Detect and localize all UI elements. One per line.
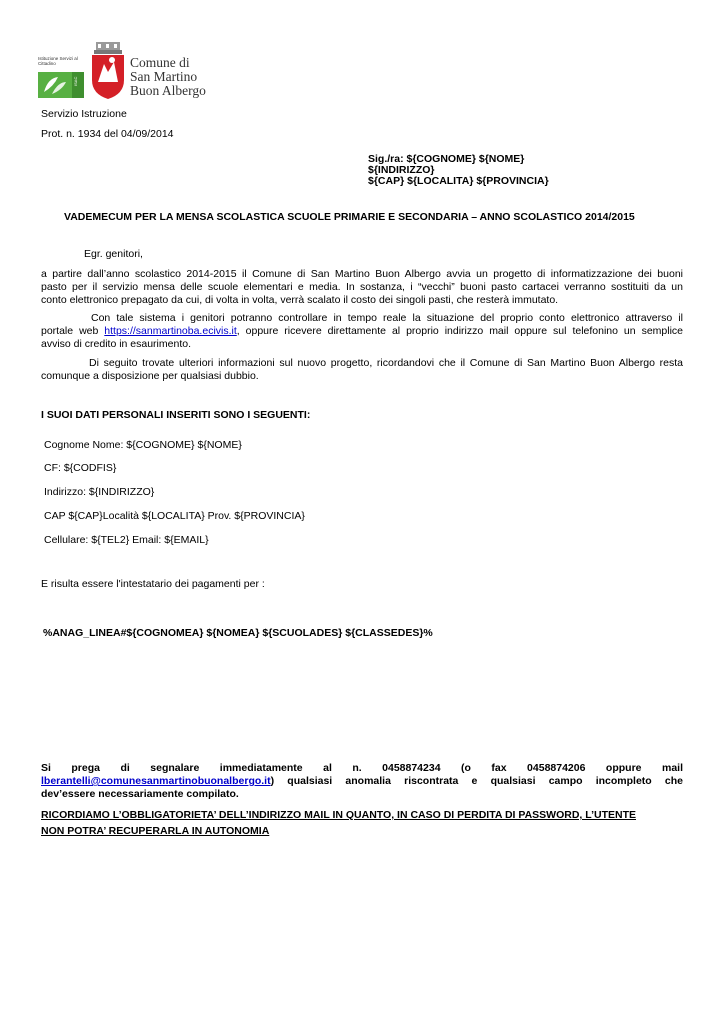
- portal-text-post: , oppure ricevere direttamente al proprio indirizzo mail oppure sul telefonino un semplice: [236, 325, 684, 337]
- paragraph-1-line1: a partire dall’anno scolastico 2014-2015 il Comune di San Martino Buon Albergo avvia un progetto di informatizzazione dei buoni: [41, 268, 683, 280]
- segnalare-email-link[interactable]: lberantelli@comunesanmartinobuonalbergo.it: [41, 775, 271, 787]
- paragraph-2: [41, 312, 683, 351]
- dati-indirizzo: Indirizzo: ${INDIRIZZO}: [44, 486, 155, 498]
- comune-name: [130, 56, 206, 98]
- portal-link[interactable]: https://sanmartinoba.ecivis.it: [104, 325, 237, 337]
- ricordiamo-block: [41, 807, 636, 839]
- ricordiamo-line1: RICORDIAMO L’OBBLIGATORIETA’ DELL’INDIRIZZO MAIL IN QUANTO, IN CASO DI PERDITA DI PASSWORD, L’UTENTE: [41, 809, 637, 821]
- dati-cognome-nome: Cognome Nome: ${COGNOME} ${NOME}: [44, 439, 242, 451]
- isac-dark-block: [72, 72, 84, 98]
- isac-label: ISAC: [73, 76, 78, 86]
- segnalare-line3: dev’essere necessariamente compilato.: [41, 788, 239, 800]
- paragraph-2-line1: Con tale sistema i genitori potranno controllare in tempo reale la situazione del proprio conto elettronico attraverso il: [91, 312, 683, 324]
- anag-linea: %ANAG_LINEA#${COGNOMEA} ${NOMEA} ${SCUOLADES} ${CLASSEDES}%: [43, 627, 433, 639]
- dati-cellulare: Cellulare: ${TEL2} Email: ${EMAIL}: [44, 534, 209, 546]
- paragraph-1-line3: conto elettronico prepagato da cui, di volta in volta, verrà scalato il costo dei singoli pasti, che resterà immutato.: [41, 294, 559, 306]
- comune-line3: Buon Albergo: [130, 83, 206, 98]
- comune-line2: San Martino: [130, 69, 198, 84]
- dati-cf: CF: ${CODFIS}: [44, 462, 117, 474]
- servizio-label: Servizio Istruzione: [41, 108, 127, 120]
- intestatario-label: E risulta essere l'intestatario dei pagamenti per :: [41, 578, 265, 590]
- paragraph-1-line2: pasto per il servizio mensa delle scuole elementari e media. In sostanza, i “vecchi” buoni pasto cartacei verranno sostituiti da un: [41, 281, 683, 293]
- istituzione-label: Istituzione Servizi al Cittadino: [38, 56, 78, 66]
- crest-icon: [90, 42, 126, 100]
- segnalare-block: [41, 762, 683, 801]
- recipient-line1: Sig./ra: ${COGNOME} ${NOME}: [368, 153, 525, 165]
- document-title: VADEMECUM PER LA MENSA SCOLASTICA SCUOLE PRIMARIE E SECONDARIA – ANNO SCOLASTICO 2014/2015: [64, 211, 635, 223]
- paragraph-2-line3: avviso di credito in esaurimento.: [41, 338, 191, 350]
- paragraph-3-line2: comunque a disposizione per qualsiasi dubbio.: [41, 370, 259, 382]
- portal-text: portale web: [41, 325, 105, 337]
- paragraph-3-line1: Di seguito trovate ulteriori informazioni sul nuovo progetto, ricordandovi che il Comune di San Martino Buon Albergo resta: [89, 357, 683, 369]
- paragraph-1: [41, 268, 683, 307]
- recipient-line3: ${CAP} ${LOCALITA} ${PROVINCIA}: [368, 175, 549, 187]
- recipient-line2: ${INDIRIZZO}: [368, 164, 435, 176]
- paragraph-3: [41, 357, 683, 383]
- leaf-icon: [38, 72, 72, 98]
- segnalare-line1: Si prega di segnalare immediatamente al n. 0458874234 (o fax 0458874206 oppure mail: [41, 762, 683, 774]
- header-logo: [38, 38, 208, 102]
- paragraph-2-line2: [41, 325, 683, 338]
- segnalare-line2: [41, 775, 683, 788]
- dati-heading: I SUOI DATI PERSONALI INSERITI SONO I SEGUENTI:: [41, 409, 311, 421]
- ricordiamo-line2: NON POTRA’ RECUPERARLA IN AUTONOMIA: [41, 825, 270, 837]
- recipient-block: [368, 154, 549, 187]
- dati-cap: CAP ${CAP}Località ${LOCALITA} Prov. ${PROVINCIA}: [44, 510, 305, 522]
- protocollo-label: Prot. n. 1934 del 04/09/2014: [41, 128, 174, 140]
- comune-line1: Comune di: [130, 55, 190, 70]
- segnalare-line2-post: ) qualsiasi anomalia riscontrata e qualsiasi campo incompleto che: [270, 775, 683, 787]
- isac-green-block: [38, 72, 72, 98]
- greeting: Egr. genitori,: [84, 248, 143, 260]
